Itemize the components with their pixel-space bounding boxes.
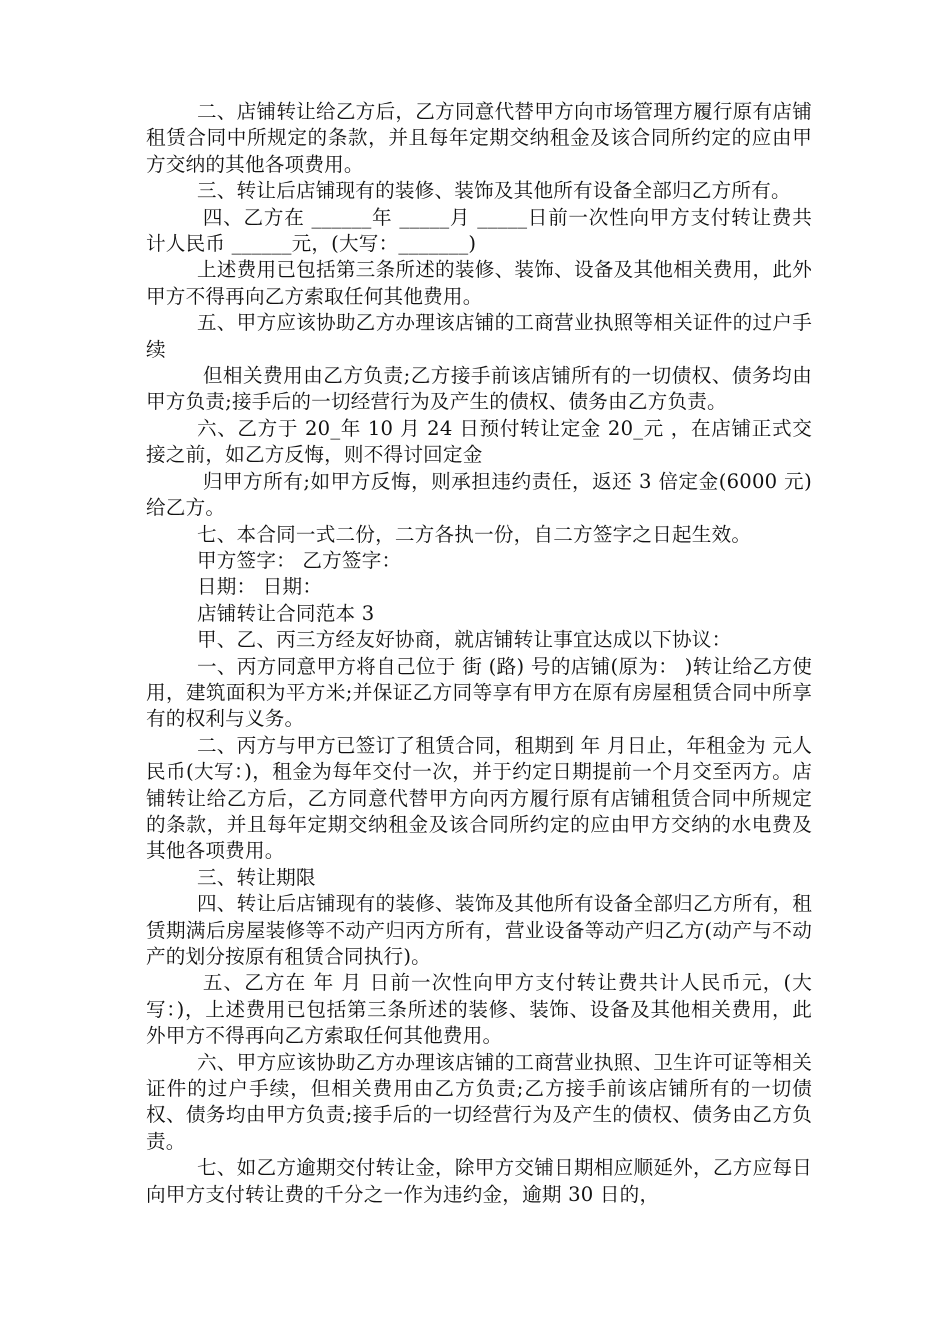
paragraph-clause-1: 一、丙方同意甲方将自己位于 街 (路) 号的店铺(原为： )转让给乙方使用，建筑面积为平方米;并保证乙方同等享有甲方在原有房屋租赁合同中所享有的权利与义务。 [146, 654, 812, 731]
paragraph-effective: 七、本合同一式二份，二方各执一份，自二方签字之日起生效。 [196, 522, 752, 546]
paragraph-clause-3: 三、转让期限 [196, 865, 316, 889]
paragraph-decoration-ownership: 三、转让后店铺现有的装修、装饰及其他所有设备全部归乙方所有。 [196, 179, 791, 203]
section-title: 店铺转让合同范本 3 [196, 601, 375, 625]
paragraph-transfer-terms: 二、店铺转让给乙方后，乙方同意代替甲方向市场管理方履行原有店铺租赁合同中所规定的条款，并且每年定期交纳租金及该合同所约定的应由甲方交纳的其他各项费用。 [146, 100, 812, 176]
date-line: 日期： 日期： [196, 575, 323, 599]
paragraph-clause-5: 五、乙方在 年 月 日前一次性向甲方支付转让费共计人民币元，(大写：)，上述费用已包括第三条所述的装修、装饰、设备及其他相关费用，此外甲方不得再向乙方索取任何其他费用。 [146, 971, 812, 1048]
paragraph-license-transfer: 五、甲方应该协助乙方办理该店铺的工商营业执照等相关证件的过户手续 [146, 311, 812, 361]
paragraph-debt-responsibility: 但相关费用由乙方负责;乙方接手前该店铺所有的一切债权、债务均由甲方负责;接手后的一切经营行为及产生的债权、债务由乙方负责。 [146, 364, 812, 414]
paragraph-fee-coverage: 上述费用已包括第三条所述的装修、装饰、设备及其他相关费用，此外甲方不得再向乙方索取任何其他费用。 [146, 258, 812, 308]
document-body [146, 99, 812, 1208]
paragraph-clause-2: 二、丙方与甲方已签订了租赁合同，租期到 年 月日止，年租金为 元人民币(大写：)，租金为每年交付一次，并于约定日期提前一个月交至丙方。店铺转让给乙方后，乙方同意代替甲方向丙方履行原有店铺租赁合同中所规定的条款，并且每年定期交纳租金及该合同所约定的应由甲方交纳的水电费及其他各项费用。 [146, 733, 812, 863]
paragraph-clause-6: 六、甲方应该协助乙方办理该店铺的工商营业执照、卫生许可证等相关证件的过户手续，但相关费用由乙方负责;乙方接手前该店铺所有的一切债权、债务均由甲方负责;接手后的一切经营行为及产生的债权、债务由乙方负责。 [146, 1050, 812, 1153]
paragraph-clause-7: 七、如乙方逾期交付转让金，除甲方交铺日期相应顺延外，乙方应每日向甲方支付转让费的千分之一作为违约金，逾期 30 日的， [146, 1156, 812, 1206]
signature-line: 甲方签字： 乙方签字： [196, 548, 402, 572]
paragraph-clause-4: 四、转让后店铺现有的装修、装饰及其他所有设备全部归乙方所有，租赁期满后房屋装修等不动产归丙方所有，营业设备等动产归乙方(动产与不动产的划分按原有租赁合同执行)。 [146, 892, 812, 968]
paragraph-deposit: 六、乙方于 20_年 10 月 24 日预付转让定金 20_元 ，在店铺正式交接之前，如乙方反悔，则不得讨回定金 [146, 416, 812, 467]
paragraph-agreement-intro: 甲、乙、丙三方经友好协商，就店铺转让事宜达成以下协议： [196, 628, 732, 652]
paragraph-deposit-refund: 归甲方所有;如甲方反悔，则承担违约责任，返还 3 倍定金(6000 元)给乙方。 [146, 469, 812, 520]
paragraph-payment-deadline: 四、乙方在 ______年 _____月 _____日前一次性向甲方支付转让费共计人民币 ______元，(大写：_______) [146, 205, 812, 256]
